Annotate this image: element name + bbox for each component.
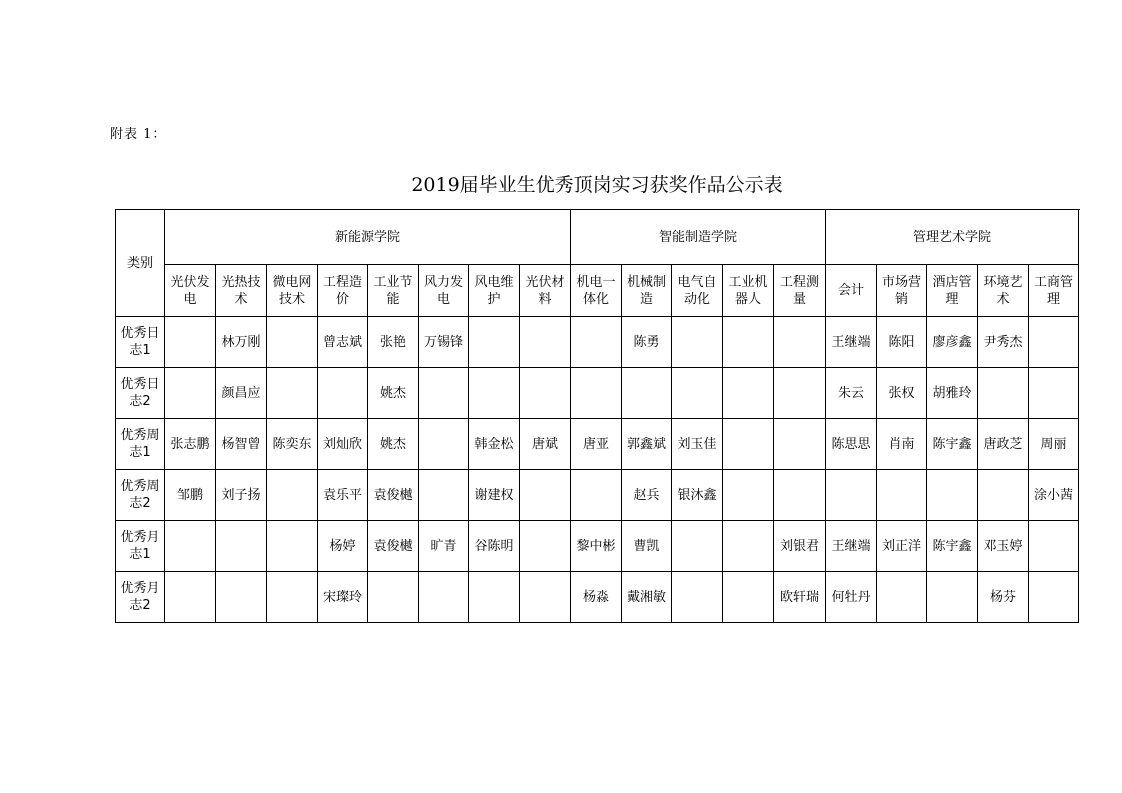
table-cell bbox=[469, 317, 520, 368]
table-cell: 银沐鑫 bbox=[672, 470, 723, 521]
table-cell: 张权 bbox=[877, 368, 927, 419]
table-cell bbox=[165, 572, 216, 623]
table-cell: 唐政芝 bbox=[978, 419, 1029, 470]
table-cell: 欧轩瑞 bbox=[774, 572, 826, 623]
college-header: 管理艺术学院 bbox=[826, 210, 1079, 265]
row-category: 优秀周志2 bbox=[116, 470, 165, 521]
table-cell: 肖南 bbox=[877, 419, 927, 470]
award-table bbox=[115, 209, 1079, 623]
table-cell: 刘玉佳 bbox=[672, 419, 723, 470]
table-cell: 宋璨玲 bbox=[318, 572, 368, 623]
table-cell bbox=[469, 368, 520, 419]
major-header: 工商管理 bbox=[1029, 265, 1079, 317]
table-cell: 邹鹏 bbox=[165, 470, 216, 521]
table-cell: 郭鑫斌 bbox=[622, 419, 672, 470]
table-cell bbox=[723, 470, 774, 521]
table-cell bbox=[723, 368, 774, 419]
row-category: 优秀日志1 bbox=[116, 317, 165, 368]
table-cell bbox=[978, 470, 1029, 521]
table-cell bbox=[520, 368, 571, 419]
table-cell bbox=[419, 419, 469, 470]
major-header: 环境艺术 bbox=[978, 265, 1029, 317]
table-cell bbox=[1029, 572, 1079, 623]
table-cell: 邓玉婷 bbox=[978, 521, 1029, 572]
table-cell bbox=[1029, 317, 1079, 368]
table-cell: 陈宇鑫 bbox=[927, 521, 978, 572]
table-cell bbox=[267, 317, 318, 368]
table-cell bbox=[723, 317, 774, 368]
table-cell bbox=[520, 521, 571, 572]
table-cell bbox=[267, 470, 318, 521]
table-cell: 朱云 bbox=[826, 368, 877, 419]
table-cell bbox=[774, 368, 826, 419]
table-cell: 唐亚 bbox=[571, 419, 622, 470]
major-header: 风电维护 bbox=[469, 265, 520, 317]
table-cell: 赵兵 bbox=[622, 470, 672, 521]
table-cell bbox=[672, 572, 723, 623]
table-cell bbox=[419, 572, 469, 623]
table-cell: 黎中彬 bbox=[571, 521, 622, 572]
table-cell bbox=[165, 521, 216, 572]
table-cell: 陈思思 bbox=[826, 419, 877, 470]
table-cell: 陈奕东 bbox=[267, 419, 318, 470]
table-cell: 林万刚 bbox=[216, 317, 267, 368]
table-row bbox=[116, 521, 1079, 572]
table-cell: 张志鹏 bbox=[165, 419, 216, 470]
table-cell bbox=[571, 368, 622, 419]
table-cell bbox=[826, 470, 877, 521]
table-cell: 曹凯 bbox=[622, 521, 672, 572]
table-cell bbox=[927, 572, 978, 623]
table-body bbox=[116, 317, 1079, 623]
table-cell: 姚杰 bbox=[368, 419, 419, 470]
table-cell bbox=[216, 572, 267, 623]
table-cell: 万锡锋 bbox=[419, 317, 469, 368]
table-cell bbox=[774, 317, 826, 368]
table-cell bbox=[267, 521, 318, 572]
row-category: 优秀月志2 bbox=[116, 572, 165, 623]
table-cell bbox=[877, 572, 927, 623]
table-cell bbox=[877, 470, 927, 521]
table-cell bbox=[520, 317, 571, 368]
table-cell: 王继端 bbox=[826, 521, 877, 572]
table-row bbox=[116, 317, 1079, 368]
table-cell bbox=[318, 368, 368, 419]
category-header: 类别 bbox=[116, 210, 165, 317]
row-category: 优秀月志1 bbox=[116, 521, 165, 572]
table-cell bbox=[723, 572, 774, 623]
major-header: 会计 bbox=[826, 265, 877, 317]
table-cell bbox=[672, 317, 723, 368]
table-cell bbox=[571, 317, 622, 368]
table-cell: 谷陈明 bbox=[469, 521, 520, 572]
table-cell: 张艳 bbox=[368, 317, 419, 368]
table-cell bbox=[978, 368, 1029, 419]
major-header: 微电网技术 bbox=[267, 265, 318, 317]
table-cell: 曾志斌 bbox=[318, 317, 368, 368]
major-header: 工程造价 bbox=[318, 265, 368, 317]
table-cell: 刘子扬 bbox=[216, 470, 267, 521]
major-header: 机电一体化 bbox=[571, 265, 622, 317]
table-cell: 陈宇鑫 bbox=[927, 419, 978, 470]
major-header: 工业机器人 bbox=[723, 265, 774, 317]
table-cell: 涂小茜 bbox=[1029, 470, 1079, 521]
table-row bbox=[116, 368, 1079, 419]
document-title: 2019届毕业生优秀顶岗实习获奖作品公示表 bbox=[411, 174, 783, 196]
table-cell bbox=[672, 368, 723, 419]
table-cell bbox=[469, 572, 520, 623]
table-cell: 陈勇 bbox=[622, 317, 672, 368]
table-cell bbox=[672, 521, 723, 572]
college-header-row bbox=[116, 210, 1079, 265]
table-cell bbox=[927, 470, 978, 521]
table-cell bbox=[165, 317, 216, 368]
table-cell bbox=[216, 521, 267, 572]
table-cell bbox=[571, 470, 622, 521]
major-header: 光伏发电 bbox=[165, 265, 216, 317]
table-cell bbox=[267, 368, 318, 419]
major-header: 工程测量 bbox=[774, 265, 826, 317]
table-cell: 杨淼 bbox=[571, 572, 622, 623]
table-cell bbox=[368, 572, 419, 623]
table-cell: 王继端 bbox=[826, 317, 877, 368]
major-header: 光伏材料 bbox=[520, 265, 571, 317]
major-header: 机械制造 bbox=[622, 265, 672, 317]
table-cell: 袁俊樾 bbox=[368, 470, 419, 521]
table-cell bbox=[520, 470, 571, 521]
major-header: 光热技术 bbox=[216, 265, 267, 317]
major-header: 市场营销 bbox=[877, 265, 927, 317]
table-cell bbox=[774, 419, 826, 470]
table-cell: 刘灿欣 bbox=[318, 419, 368, 470]
table-cell: 谢建权 bbox=[469, 470, 520, 521]
table-cell: 颜昌应 bbox=[216, 368, 267, 419]
table-cell: 袁乐平 bbox=[318, 470, 368, 521]
table-cell: 袁俊樾 bbox=[368, 521, 419, 572]
table-cell: 姚杰 bbox=[368, 368, 419, 419]
table-cell bbox=[723, 419, 774, 470]
major-header: 酒店管理 bbox=[927, 265, 978, 317]
table-row bbox=[116, 572, 1079, 623]
table-cell: 韩金松 bbox=[469, 419, 520, 470]
table-cell: 尹秀杰 bbox=[978, 317, 1029, 368]
major-header: 电气自动化 bbox=[672, 265, 723, 317]
table-cell: 杨芬 bbox=[978, 572, 1029, 623]
table-cell: 周丽 bbox=[1029, 419, 1079, 470]
table-cell: 杨婷 bbox=[318, 521, 368, 572]
table-cell: 旷青 bbox=[419, 521, 469, 572]
table-cell bbox=[419, 470, 469, 521]
table-cell: 戴湘敏 bbox=[622, 572, 672, 623]
table-cell: 刘正洋 bbox=[877, 521, 927, 572]
table-cell bbox=[165, 368, 216, 419]
table-cell bbox=[774, 470, 826, 521]
table-cell: 何牡丹 bbox=[826, 572, 877, 623]
table-cell: 陈阳 bbox=[877, 317, 927, 368]
table-cell bbox=[419, 368, 469, 419]
table-cell: 廖彦鑫 bbox=[927, 317, 978, 368]
table-cell bbox=[622, 368, 672, 419]
row-category: 优秀日志2 bbox=[116, 368, 165, 419]
major-header-row bbox=[116, 265, 1079, 317]
table-cell bbox=[1029, 521, 1079, 572]
table-cell: 刘银君 bbox=[774, 521, 826, 572]
table-cell bbox=[520, 572, 571, 623]
table-row bbox=[116, 470, 1079, 521]
major-header: 工业节能 bbox=[368, 265, 419, 317]
row-category: 优秀周志1 bbox=[116, 419, 165, 470]
table-cell bbox=[723, 521, 774, 572]
table-cell bbox=[1029, 368, 1079, 419]
table-cell: 唐斌 bbox=[520, 419, 571, 470]
college-header: 新能源学院 bbox=[165, 210, 571, 265]
major-header: 风力发电 bbox=[419, 265, 469, 317]
table-cell: 胡雅玲 bbox=[927, 368, 978, 419]
table-cell bbox=[267, 572, 318, 623]
table-row bbox=[116, 419, 1079, 470]
attachment-label: 附表 1： bbox=[110, 127, 167, 142]
college-header: 智能制造学院 bbox=[571, 210, 826, 265]
table-cell: 杨智曾 bbox=[216, 419, 267, 470]
